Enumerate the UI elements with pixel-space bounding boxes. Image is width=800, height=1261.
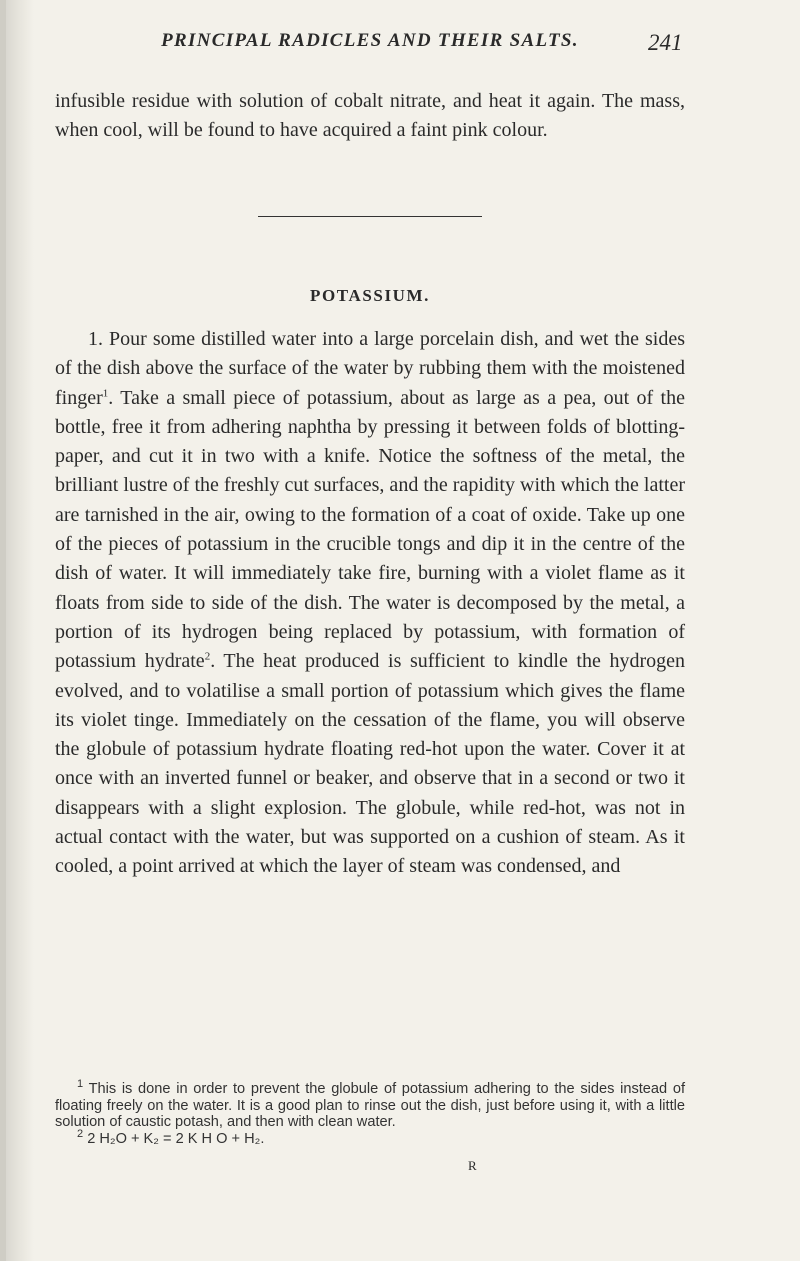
footnote-2 (55, 1127, 685, 1148)
intro-paragraph: infusible residue with solution of cobalt nitrate, and heat it again. The mass, when cool, will be found to have acquired a faint pink colour. (55, 90, 685, 141)
footnote-marker-1: 1 (77, 1078, 84, 1091)
footnote-ref-1: 1 (102, 386, 109, 399)
footnote-marker-2: 2 (77, 1127, 84, 1140)
body-text-part-3: . The heat produced is sufficient to kindle the hydrogen evolved, and to volatilise a small portion of potassium which gives the flame its violet tinge. Immediately on the cessation of the flame, you will observe the globule of potassium hydrate floating red-hot upon the water. Cover it at once with an inverted funnel or beaker, and observe that in a second or two it disappears with a slight explosion. The globule, while red-hot, was not in actual contact with the water, but was supported on a cushion of steam. As it cooled, a point arrived at which the layer of steam was condensed, and (55, 650, 685, 878)
footnote-1-text: This is done in order to prevent the globule of potassium adhering to the sides instead of floating freely on the water. It is a good plan to rinse out the dish, just before using it, with a little solution of caustic potash, and then with clean water. (55, 1081, 685, 1130)
section-divider-rule (258, 216, 482, 217)
signature-mark: R (468, 1158, 478, 1173)
footnote-ref-2: 2 (204, 650, 211, 663)
footnote-2-text: 2 H₂O + K₂ = 2 K H O + H₂. (87, 1130, 265, 1147)
page-number: 241 (648, 30, 683, 55)
body-text-part-1: 1. Pour some distilled water into a large porcelain dish, and wet the sides of the dish above the surface of the water by rubbing them with the moistened finger (55, 328, 685, 409)
body-paragraph (55, 325, 685, 882)
running-head: PRINCIPAL RADICLES AND THEIR SALTS. (161, 30, 579, 51)
section-title: POTASSIUM. (309, 286, 431, 305)
footnotes (55, 1078, 685, 1147)
footnote-1 (55, 1078, 685, 1131)
main-body (55, 325, 685, 882)
body-text-part-2: . Take a small piece of potassium, about as large as a pea, out of the bottle, free it from adhering naphtha by pressing it between folds of blotting-paper, and cut it in two with a knife. Notice the softness of the metal, the brilliant lustre of the freshly cut surfaces, and the rapidity with which the latter are tarnished in the air, owing to the formation of a coat of oxide. Take up one of the pieces of potassium in the crucible tongs and dip it in the centre of the dish of water. It will immediately take fire, burning with a violet flame as it floats from side to side of the dish. The water is decomposed by the metal, a portion of its hydrogen being replaced by potassium, with formation of potassium hydrate (55, 386, 685, 673)
